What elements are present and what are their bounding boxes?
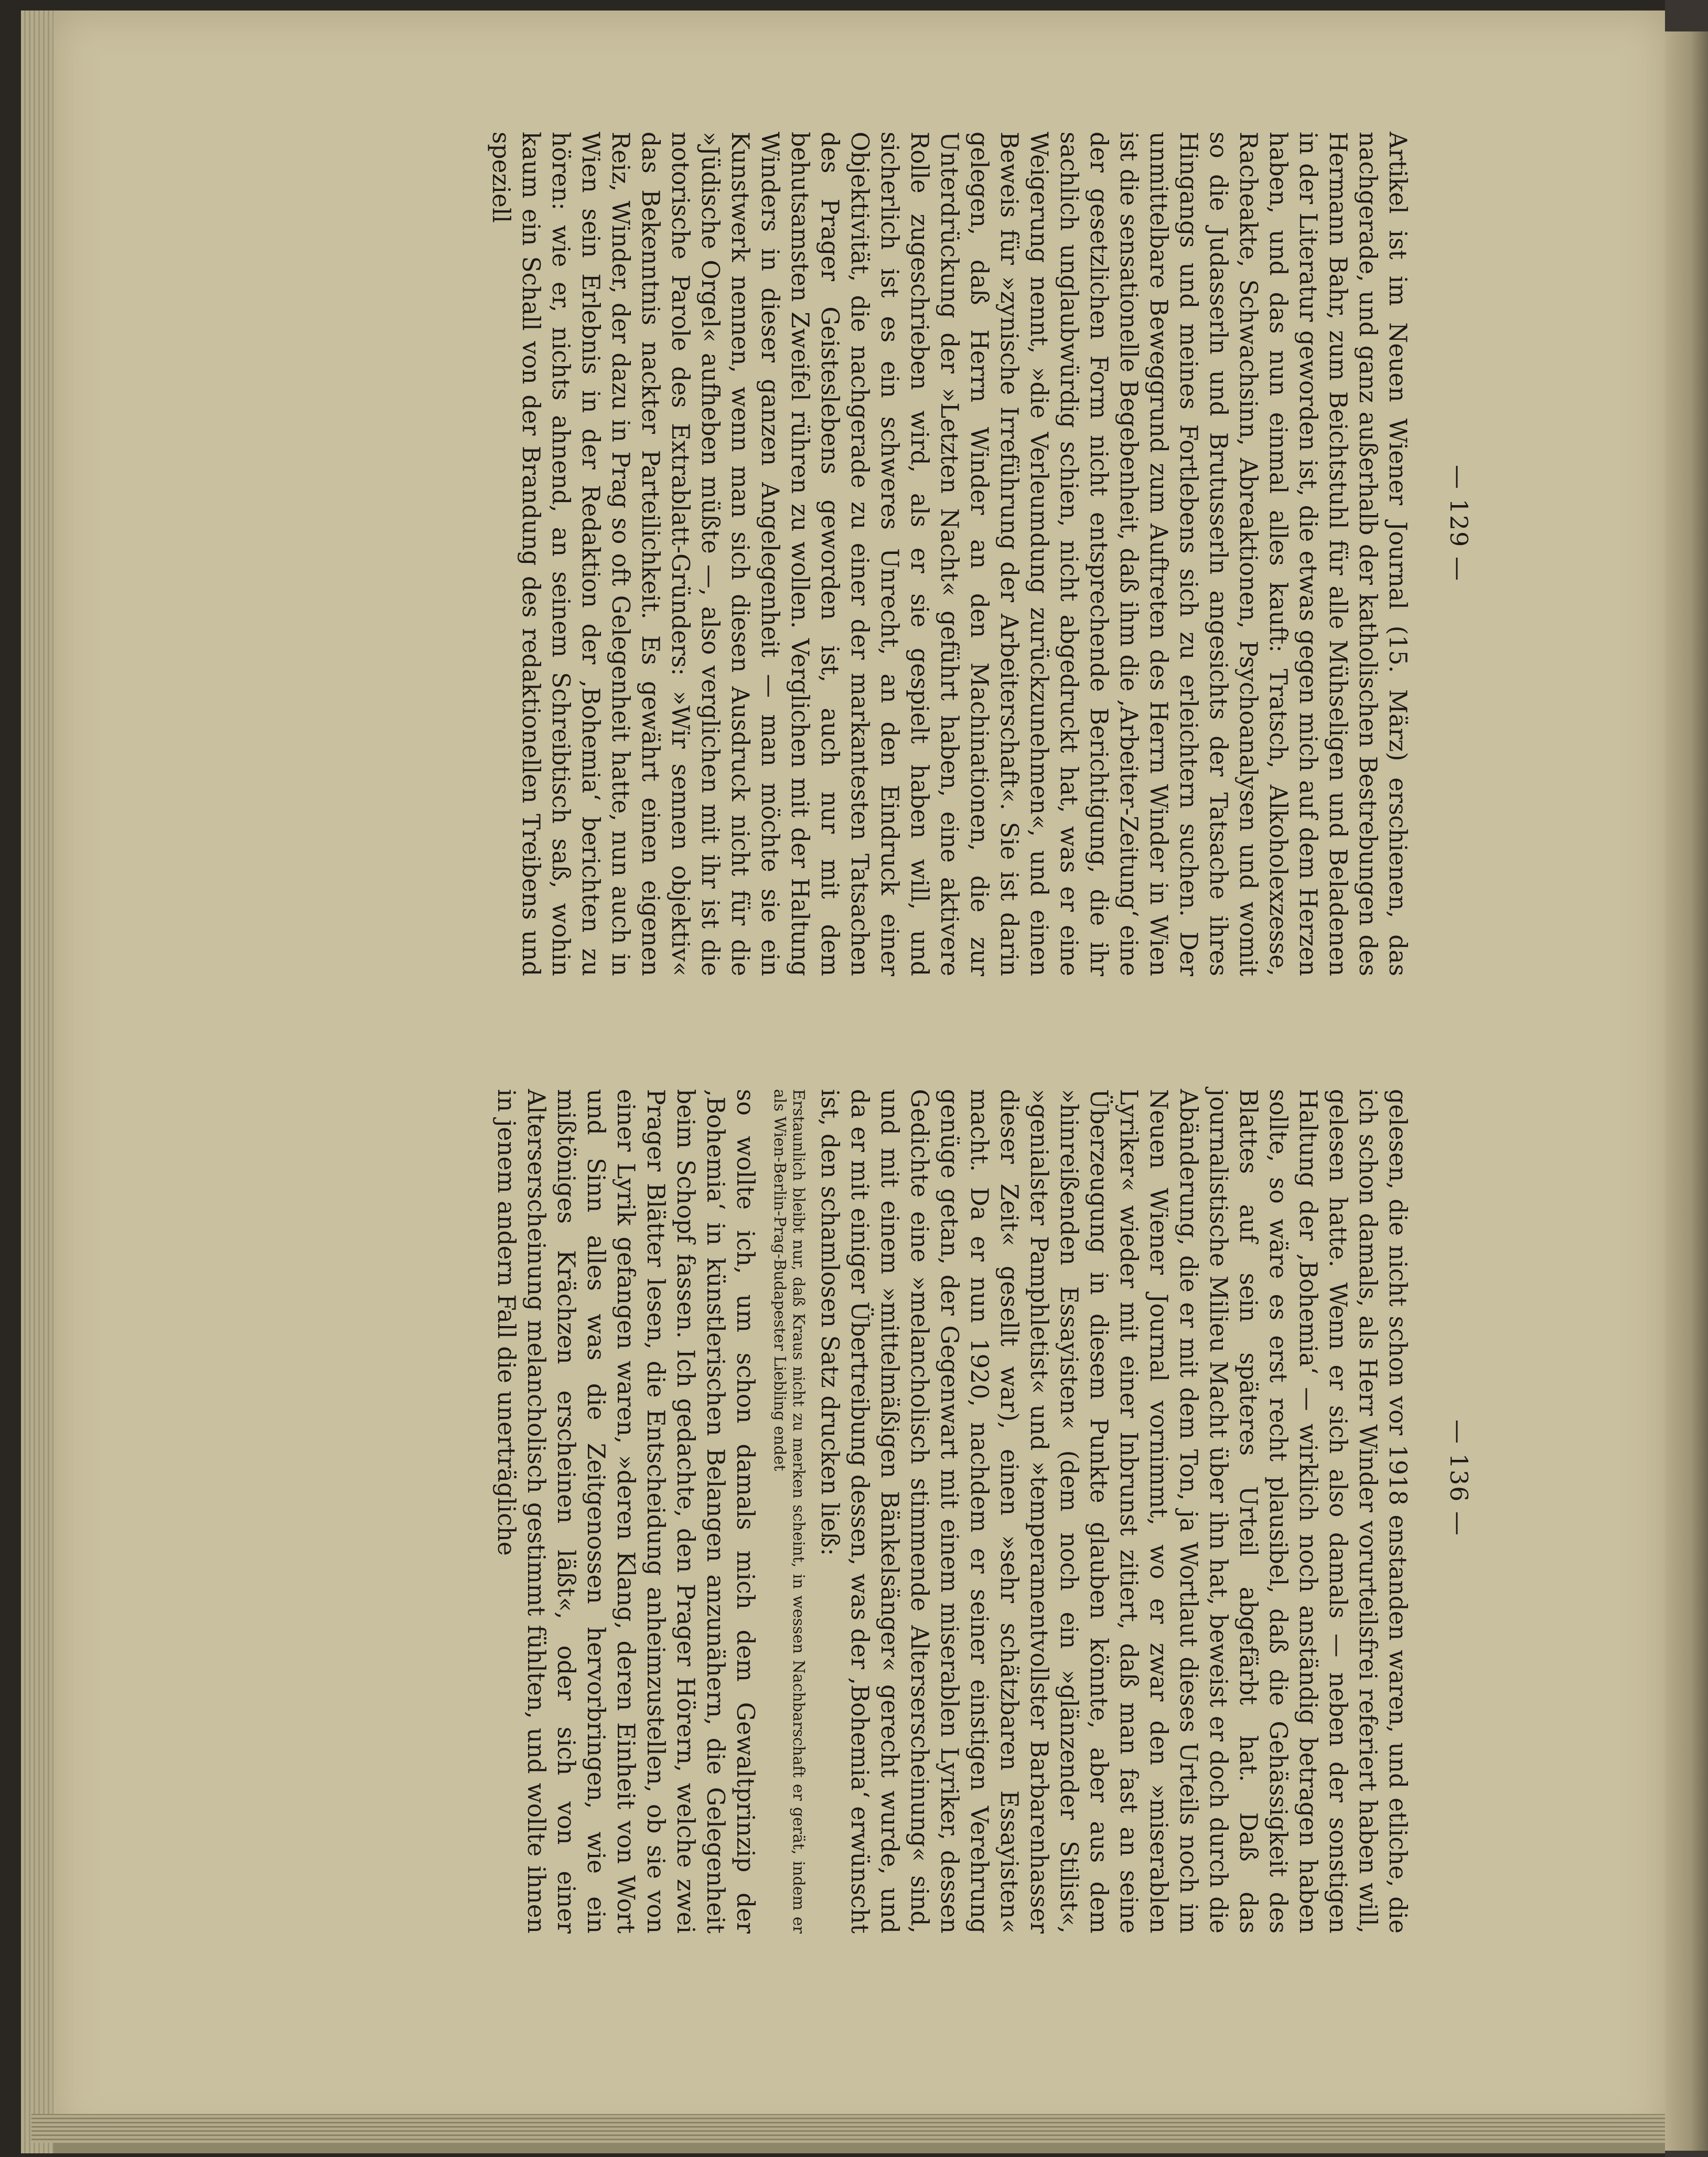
left-page-column — [486, 132, 1413, 976]
right-page-column — [491, 1089, 1413, 1934]
rotated-spread — [159, 108, 1549, 2049]
page-stack-bottom-edge — [31, 2114, 1694, 2143]
right-page-text-1: gelesen, die nicht schon vor 1918 enstanden waren, und etliche, die ich schon damals, als Herr Winder vorurteilsfrei referiert haben will, gelesen hatte. Wenn er sich also damals — neben der sonstigen Haltung der ‚Bohemia‘ — wirklich noch anständig betragen haben sollte, so wäre es erst recht plausibel, daß die Gehässigkeit des Blattes auf sein späteres Urteil abgefärbt hat. Daß das journalistische Milieu Macht über ihn hat, beweist er doch durch die Abänderung, die er mit dem Ton, ja Wortlaut dieses Urteils noch im Neuen Wiener Journal vornimmt, wo er zwar den »miserablen Lyriker« wieder mit einer Inbrunst zitiert, daß man fast an seine Überzeugung in diesem Punkte glauben könnte, aber aus dem »hinreißenden Essayisten« (dem noch ein »glänzender Stilist«, »genialster Pamphletist« und »temperamentvollster Barbarenhasser dieser Zeit« gesellt war), einen »sehr schätzbaren Essayisten« macht. Da er nun 1920, nachdem er seiner einstigen Verehrung genüge getan, der Gegenwart mit einem miserablen Lyriker, dessen Gedichte eine »melancholisch stimmende Alterserscheinung« sind, und mit einem »mittelmäßigen Bänkelsänger« gerecht wurde, und da er mit einiger Übertreibung dessen, was der ‚Bohemia‘ erwünscht ist, den schamlosen Satz drucken ließ: — [815, 1089, 1412, 1934]
right-page-text-2: so wollte ich, um schon damals mich dem Gewaltprinzip der ‚Bohemia‘ in künstlerischen Belangen anzunähern, die Gelegenheit beim Schopf fassen. Ich gedachte, den Prager Hörern, welche zwei Prager Blätter lesen, die Entscheidung anheimzustellen, ob sie von einer Lyrik gefangen waren, »deren Klang, deren Einheit von Wort und Sinn alles was die Zeitgenossen hervorbringen, wie ein mißtöniges Krächzen erscheinen läßt«, oder sich von einer Alterserscheinung melancholisch gestimmt fühlten, und wollte ihnen in jenem andern Fall die unerträgliche — [492, 1089, 759, 1934]
footnote: Erstaunlich bleibt nur, daß Kraus nicht zu merken scheint, in wessen Nachbarschaft er gerät, indem er als Wien-Berlin-Prag-Budapester Liebling endet — [770, 1089, 808, 1934]
page-stack-edge — [21, 10, 53, 2153]
page-number-right: — 136 — — [1444, 1419, 1473, 1537]
page-number-left: — 129 — — [1444, 465, 1473, 582]
facing-page-edge — [1665, 31, 1708, 2151]
left-page-text: Artikel ist im Neuen Wiener Journal (15. März) erschienen, das nachgerade, und ganz außerhalb der katholischen Bestrebungen des Hermann Bahr, zum Beichtstuhl für alle Mühseligen und Beladenen in der Literatur geworden ist, die etwas gegen mich auf dem Herzen haben, und das nun einmal alles kauft: Tratsch, Alkoholexzesse, Racheakte, Schwachsinn, Abreaktionen, Psychoanalysen und womit so die Judasserln und Brutusserln angesichts der Tatsache ihres Hingangs und meines Fortlebens sich zu erleichtern suchen. Der unmittelbare Beweggrund zum Auftreten des Herrn Winder in Wien ist die sensationelle Begebenheit, daß ihm die ‚Arbeiter-Zeitung‘ eine der gesetzlichen Form nicht entsprechende Berichtigung, die ihr sachlich unglaubwürdig schien, nicht abgedruckt hat, was er eine Weigerung nennt, »die Verleumdung zurückzunehmen«, und einen Beweis für »zynische Irreführung der Arbeiterschaft«. Sie ist darin gelegen, daß Herrn Winder an den Machinationen, die zur Unterdrückung der »Letzten Nacht« geführt haben, eine aktivere Rolle zugeschrieben wird, als er sie gespielt haben will, und sicherlich ist es ein schweres Unrecht, an den Eindruck einer Objektivität, die nachgerade zu einer der markantesten Tatsachen des Prager Geisteslebens geworden ist, auch nur mit dem behutsamsten Zweifel rühren zu wollen. Verglichen mit der Haltung Winders in dieser ganzen Angelegenheit — man möchte sie ein Kunstwerk nennen, wenn man sich diesen Ausdruck nicht für die »Jüdische Orgel« aufheben müßte —, also verglichen mit ihr ist die notorische Parole des Extrablatt-Gründers: »Wir sennen objektiv« das Bekenntnis nackter Parteilichkeit. Es gewährt einen eigenen Reiz, Winder, der dazu in Prag so oft Gelegenheit hatte, nun auch in Wien sein Erlebnis in der Redaktion der ‚Bohemia‘ berichten zu hören: wie er, nichts ahnend, an seinem Schreibtisch saß, wohin kaum ein Schall von der Brandung des redaktionellen Treibens und speziell — [487, 132, 1412, 976]
